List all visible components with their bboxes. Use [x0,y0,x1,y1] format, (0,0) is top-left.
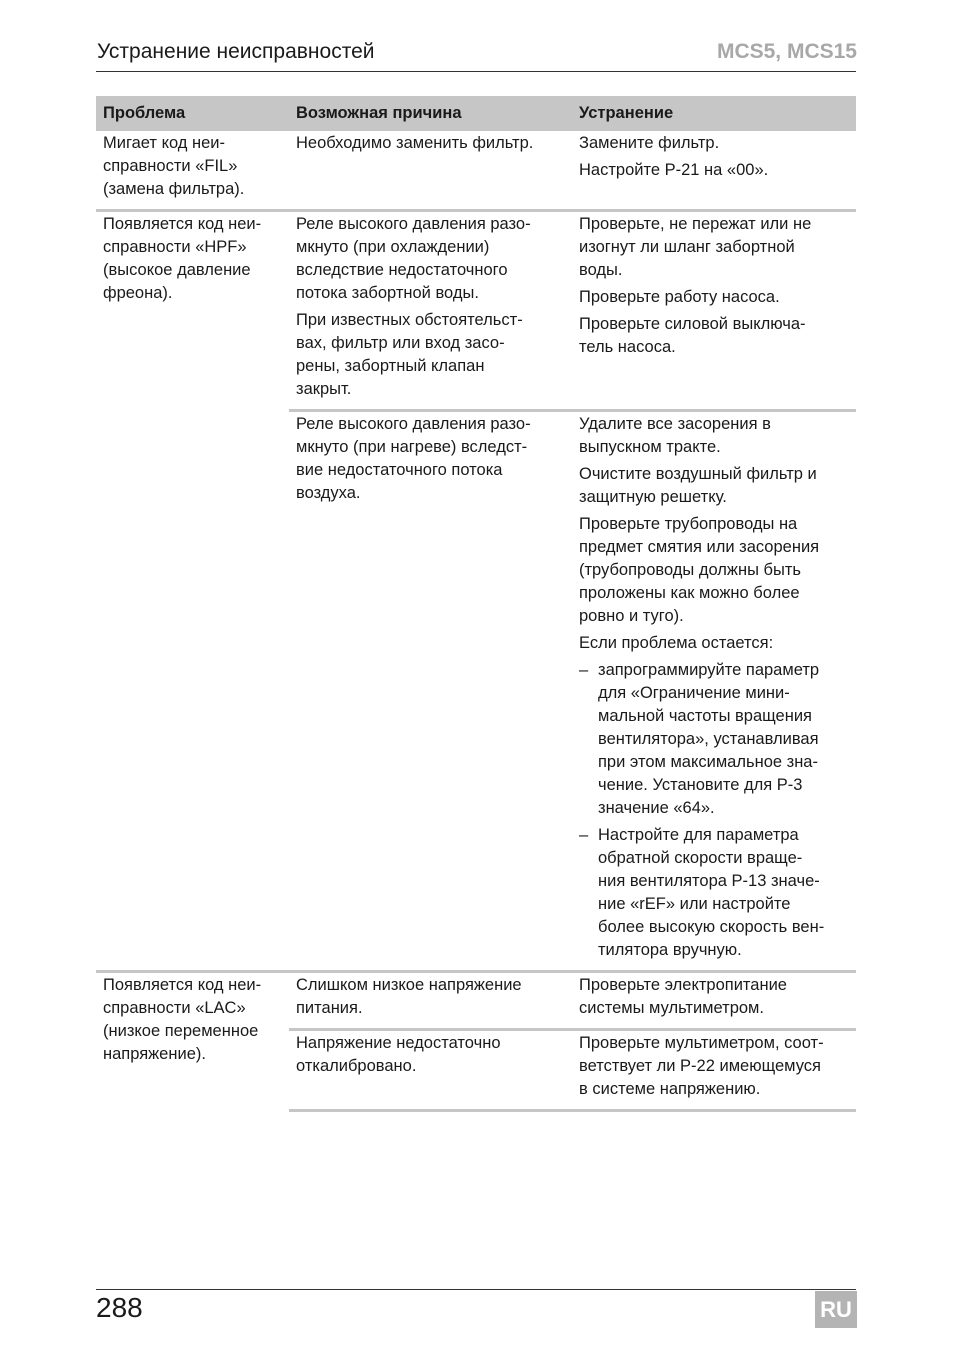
problem-cell [96,211,289,972]
list-item [579,659,850,820]
problem-text: Появляется код неи- справности «HPF» (высокое давление фреона). [103,215,262,302]
cause-cell [289,131,572,211]
list-item [579,824,850,962]
fix-text: Проверьте электропитание системы мультиметром. [579,976,787,1017]
page-number: 288 [96,1292,143,1323]
fix-text: Проверьте силовой выключа- тель насоса. [579,315,806,356]
header-divider [96,71,856,72]
fix-cell [572,972,856,1030]
cause-text: Напряжение недостаточно откалибровано. [296,1034,501,1075]
cause-cell [289,211,572,411]
cause-cell [289,411,572,972]
list-item-text: запрограммируйте параметр для «Ограничение мини- мальной частоты вращения вентилятора», устанавливая при этом максимальное зна- чение. Установите для P-3 значение «64». [598,661,820,817]
column-header-cause: Возможная причина [289,96,572,131]
table-row [96,131,856,211]
table-header-row [96,96,856,131]
column-header-fix: Устранение [572,96,856,131]
cause-text: Необходимо заменить фильтр. [296,134,534,152]
dash-bullet: – [579,661,589,679]
language-badge: RU [815,1291,857,1328]
fix-text: Проверьте, не пережат или не изогнут ли шланг забортной воды. [579,215,812,279]
fix-text: Проверьте мультиметром, соот- ветствует ли P-22 имеющемуся в системе напряжению. [579,1034,824,1098]
cause-text: Реле высокого давления разо- мкнуто (при охлаждении) вследствие недостаточного потока забортной воды. [296,215,531,302]
fix-text: Замените фильтр. [579,134,720,152]
fix-cell [572,131,856,211]
troubleshooting-table [96,96,856,1112]
cause-text: При известных обстоятельст- вах, фильтр или вход засо- рены, забортный клапан закрыт. [296,311,523,398]
table-row [96,972,856,1030]
fix-cell [572,211,856,411]
problem-text: Мигает код неи- справности «FIL» (замена фильтра). [103,134,245,198]
fix-text: Проверьте работу насоса. [579,288,780,306]
cause-cell [289,972,572,1030]
problem-cell [96,131,289,211]
footer-divider [96,1289,856,1290]
fix-cell [572,1030,856,1111]
fix-text: Очистите воздушный фильтр и защитную решетку. [579,465,817,506]
list-item-text: Настройте для параметра обратной скорости враще- ния вентилятора P-13 значе- ние «rEF» или настройте более высокую скорость вен- тилятора вручную. [598,826,825,959]
table-row [96,211,856,411]
problem-cell [96,972,289,1111]
fix-text: Удалите все засорения в выпускном тракте. [579,415,771,456]
fix-text: Если проблема остается: [579,634,774,652]
fix-cell [572,411,856,972]
dash-bullet: – [579,826,589,844]
section-title: Устранение неисправностей [97,40,375,63]
column-header-problem: Проблема [96,96,289,131]
problem-text: Появляется код неи- справности «LAC» (низкое переменное напряжение). [103,976,262,1063]
cause-cell [289,1030,572,1111]
fix-text: Настройте P-21 на «00». [579,161,769,179]
fix-text: Проверьте трубопроводы на предмет смятия или засорения (трубопроводы должны быть проложены как можно более ровно и туго). [579,515,820,625]
cause-text: Реле высокого давления разо- мкнуто (при нагреве) вследст- вие недостаточного потока воздуха. [296,415,531,502]
model-name: MCS5, MCS15 [716,40,857,63]
cause-text: Слишком низкое напряжение питания. [296,976,522,1017]
